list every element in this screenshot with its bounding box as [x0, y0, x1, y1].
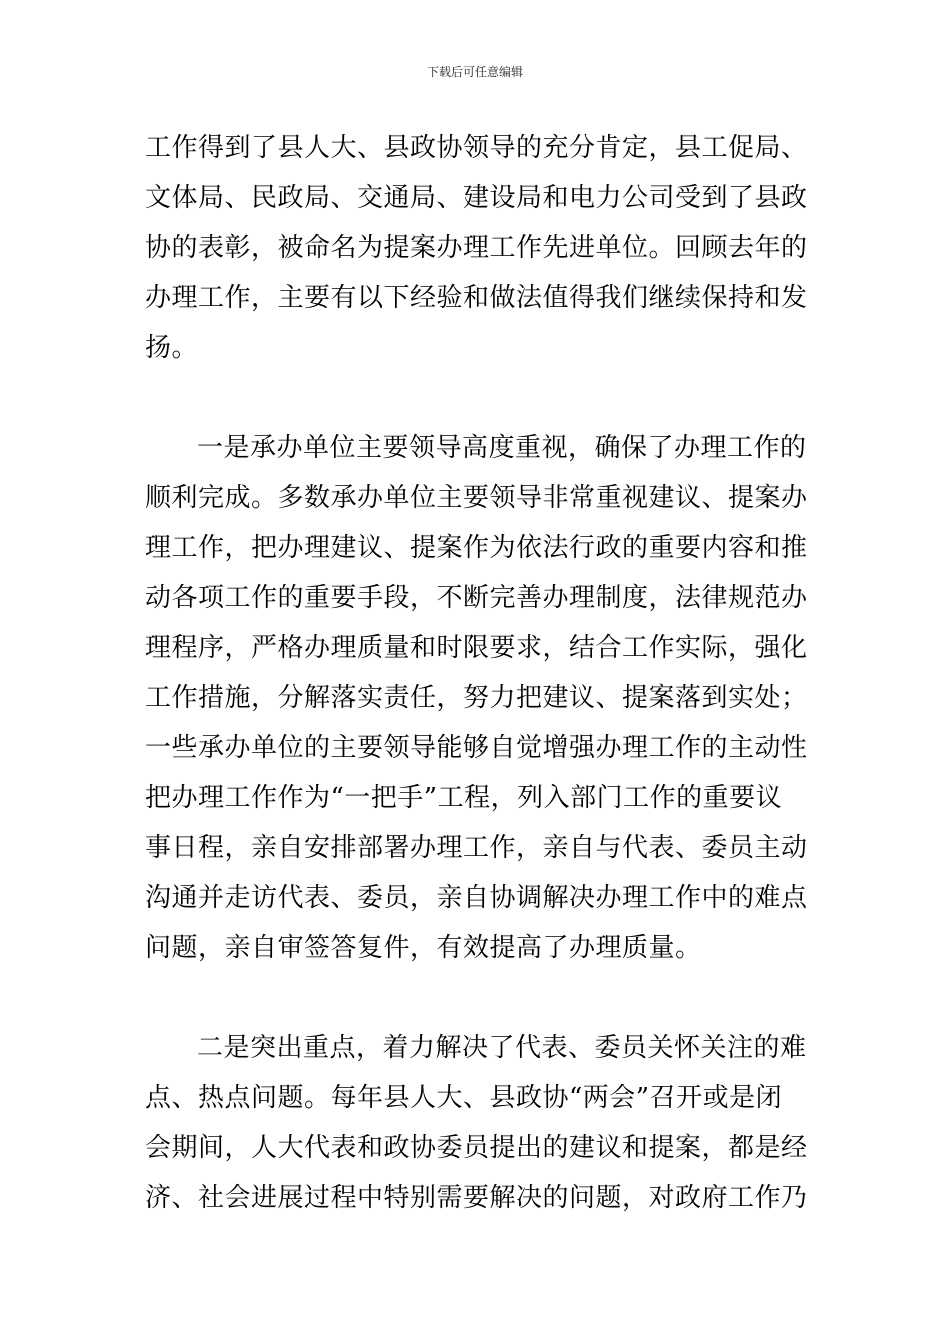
paragraph-2 — [145, 423, 810, 973]
text-line: 会期间，人大代表和政协委员提出的建议和提案，都是经 — [145, 1133, 808, 1163]
paragraph-gap — [145, 973, 810, 1023]
text-line: 顺利完成。多数承办单位主要领导非常重视建议、提案办 — [145, 483, 808, 513]
paragraph-gap — [145, 373, 810, 423]
text-line: 办理工作，主要有以下经验和做法值得我们继续保持和发 — [145, 283, 808, 313]
text-line: 一些承办单位的主要领导能够自觉增强办理工作的主动性 — [145, 733, 808, 763]
text-line: 理程序，严格办理质量和时限要求，结合工作实际，强化 — [145, 633, 808, 663]
text-line: 一是承办单位主要领导高度重视，确保了办理工作的 — [197, 433, 807, 463]
text-line: 工作措施，分解落实责任，努力把建议、提案落到实处； — [145, 683, 808, 713]
paragraph-1 — [145, 123, 810, 373]
text-line: 事日程，亲自安排部署办理工作，亲自与代表、委员主动 — [145, 833, 808, 863]
text-line: 沟通并走访代表、委员，亲自协调解决办理工作中的难点 — [145, 883, 808, 913]
paragraph-3 — [145, 1023, 810, 1223]
text-line: 点、热点问题。每年县人大、县政协“两会”召开或是闭 — [145, 1083, 783, 1113]
text-line: 文体局、民政局、交通局、建设局和电力公司受到了县政 — [145, 183, 808, 213]
text-line: 二是突出重点，着力解决了代表、委员关怀关注的难 — [197, 1033, 807, 1063]
text-line: 工作得到了县人大、县政协领导的充分肯定，县工促局、 — [145, 133, 808, 163]
page-header: 下载后可任意编辑 — [426, 65, 523, 79]
text-line: 扬。 — [145, 333, 199, 363]
text-line: 动各项工作的重要手段，不断完善办理制度，法律规范办 — [145, 583, 808, 613]
text-line: 问题，亲自审签答复件，有效提高了办理质量。 — [145, 933, 702, 963]
text-line: 理工作，把办理建议、提案作为依法行政的重要内容和推 — [145, 533, 808, 563]
document-body — [145, 123, 810, 1223]
text-line: 把办理工作作为“一把手”工程，列入部门工作的重要议 — [145, 783, 783, 813]
text-line: 协的表彰，被命名为提案办理工作先进单位。回顾去年的 — [145, 233, 808, 263]
text-line: 济、社会进展过程中特别需要解决的问题，对政府工作乃 — [145, 1183, 808, 1213]
